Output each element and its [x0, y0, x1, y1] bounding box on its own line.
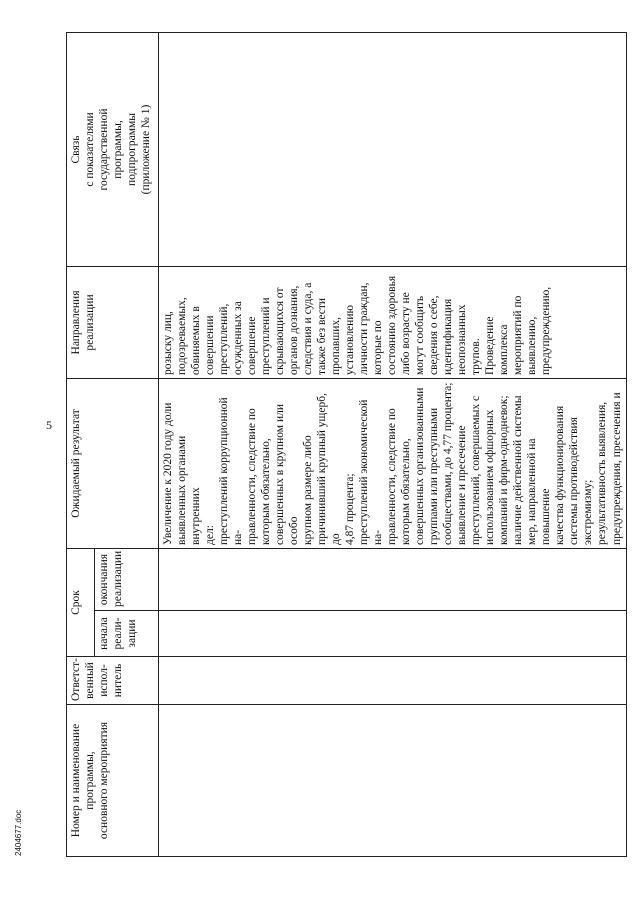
body-responsible [159, 657, 627, 705]
body-expected-result: Увеличение к 2020 году доли выявленных органами внутренних дел: преступлений коррупционной на- правленности, следствие по которым обязательно, совершенных в крупном или особо крупном размере либо причинивший крупный ущерб, до 4,87 процента; преступлений экономической на- правленности, следствие по которым обязательно, совершенных организованными группами или преступными сообществами, до 4,77 процента; выявление и пресечение преступлений, совершаемых с использованием офшорных компаний и фирм-однодневок; наличие действенной системы мер, направленной на повышение качества функционирования системы противодействия экстремизму; результативность выявления, предупреждения, пресечения и [159, 378, 627, 548]
header-start: начала реали- зации [95, 611, 159, 657]
body-directions: розыску лиц, подозреваемых, обвиняемых в совершении преступлений, осужденных за совершение преступлений и скрывающихся от органов дознания, следствия и суда, а также без вести пропавших, установлению личности граждан, которые по состоянию здоровья либо возрасту не могут сообщить сведения о себе, идентификация неопознанных трупов. Проведение комплекса мероприятий по выявлению, предупреждению, [159, 266, 627, 378]
rotated-table-wrapper [66, 33, 623, 857]
header-expected-result: Ожидаемый результат [67, 378, 159, 548]
header-deadline: Срок [67, 548, 95, 656]
header-directions: Направления реализации [67, 266, 159, 378]
header-responsible: Ответст- венный испол- нитель [67, 657, 159, 705]
body-end [159, 548, 627, 610]
body-start [159, 611, 627, 657]
header-program-name: Номер и наименование программы, основного мероприятия [67, 705, 159, 857]
document-code: 2404677.doc [14, 809, 23, 856]
header-end: окончания реализации [95, 548, 159, 610]
body-link-indicators [159, 32, 627, 266]
header-link-indicators: Связь с показателями государственной программы, подпрограммы (приложение № 1) [67, 32, 159, 266]
program-table [66, 32, 627, 857]
body-program-name [159, 705, 627, 857]
page-number: 5 [46, 418, 52, 432]
